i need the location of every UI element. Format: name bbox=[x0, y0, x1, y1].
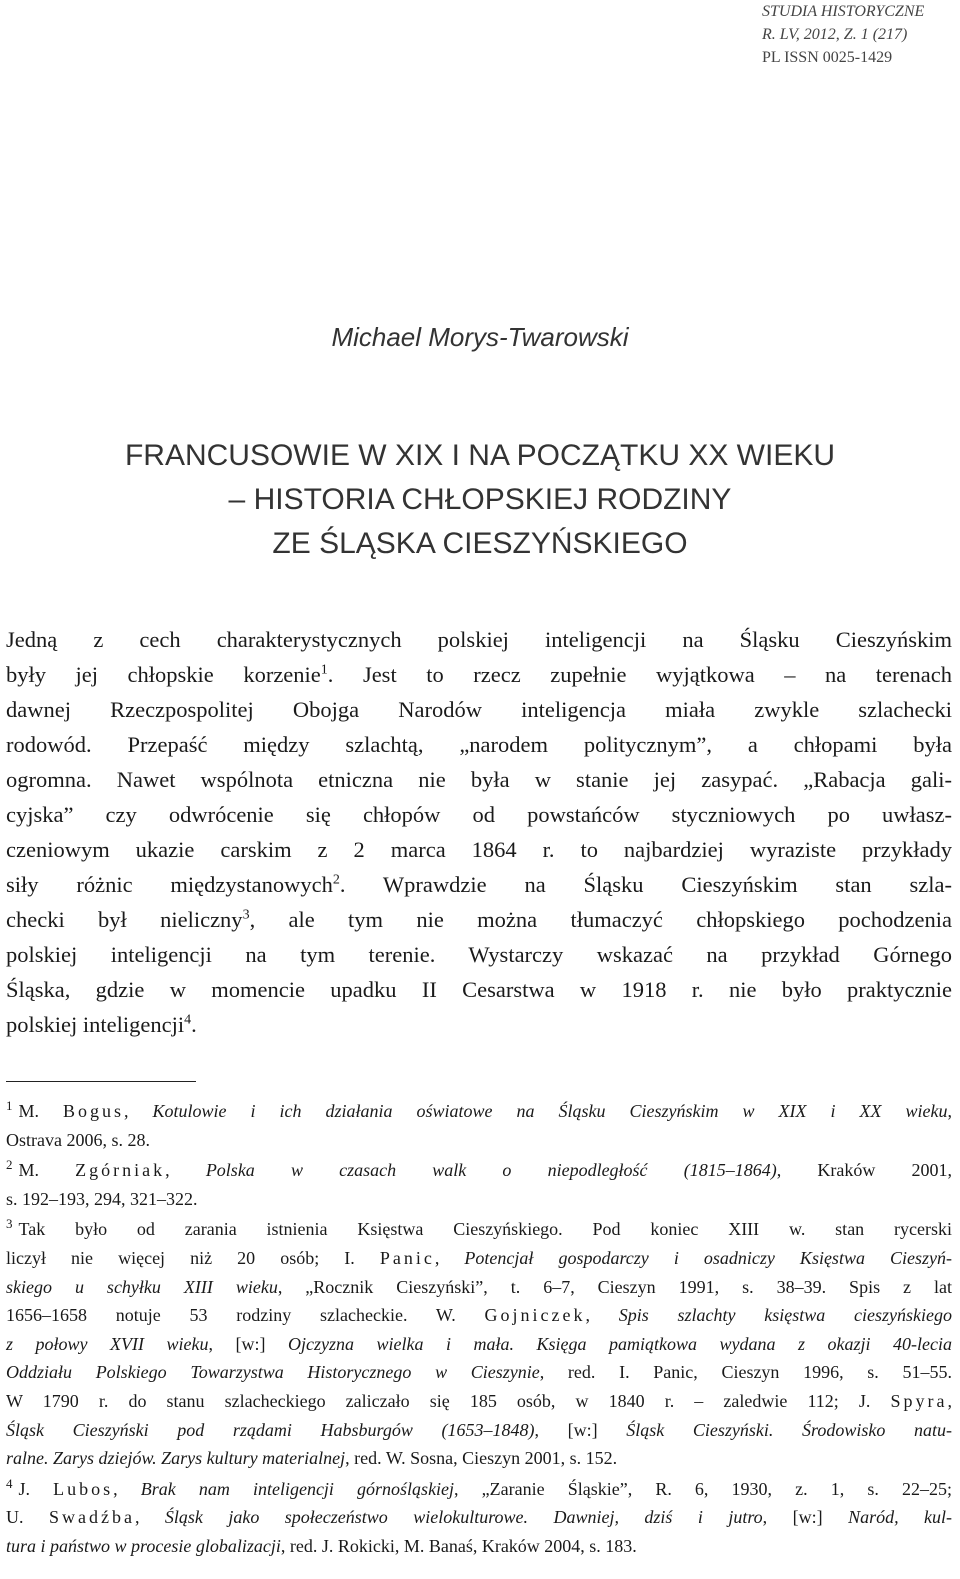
text-run: M. bbox=[18, 1160, 76, 1181]
body-line: rodowód. Przepaść między szlachtą, „narodem politycznym”, a chłopami była bbox=[6, 732, 952, 757]
work-title: Polska w czasach walk o niepodległość (1815–1864) bbox=[205, 1160, 777, 1181]
footnote-number: 3 bbox=[6, 1216, 13, 1232]
footnote-2-cont: s. 192–193, 294, 321–322. bbox=[6, 1188, 198, 1209]
body-line bbox=[6, 867, 952, 902]
title-line-2: – HISTORIA CHŁOPSKIEJ RODZINY bbox=[228, 483, 732, 516]
author-surname: Swadźba bbox=[48, 1507, 135, 1528]
text-run: , red. J. Rokicki, M. Banaś, Kraków 2004, s. 183. bbox=[280, 1535, 637, 1556]
footnote-2 bbox=[6, 1156, 952, 1185]
body-line bbox=[6, 1007, 952, 1042]
journal-volume: R. LV, 2012, Z. 1 (217) bbox=[762, 26, 908, 43]
footnote-1 bbox=[6, 1097, 952, 1126]
text-run: , ale tym nie można tłumaczyć chłopskiego pochodzenia bbox=[249, 907, 952, 932]
footnote-3-cont bbox=[6, 1387, 952, 1416]
body-line: cyjska” czy odwrócenie się chłopów od powstańców styczniowych po uwłasz- bbox=[6, 802, 952, 827]
footnote-ref[interactable]: 2 bbox=[332, 872, 340, 888]
work-title: ralne. Zarys dziejów. Zarys kultury materialnej bbox=[6, 1448, 346, 1469]
footnote-divider bbox=[6, 1081, 196, 1082]
work-title: skiego u schyłku XIII wieku bbox=[6, 1276, 278, 1297]
work-title: Brak nam inteligencji górnośląskiej bbox=[140, 1478, 455, 1499]
work-title: Ojczyzna wielka i mała. Księga pamiątkowa wydana z okazji 40-lecia bbox=[287, 1333, 952, 1354]
body-line bbox=[6, 902, 952, 937]
text-run: J. bbox=[18, 1478, 54, 1499]
body-line: polskiej inteligencji na tym terenie. Wystarczy wskazać na przykład Górnego bbox=[6, 942, 952, 967]
footnote-number: 1 bbox=[6, 1098, 13, 1113]
work-title: Spis szlachty księstwa cieszyńskiego bbox=[618, 1305, 952, 1326]
text-run: , Kraków 2001, bbox=[776, 1160, 952, 1181]
work-title: z połowy XVII wieku bbox=[6, 1333, 209, 1354]
footnote-3-cont bbox=[6, 1273, 952, 1302]
work-title: Potencjał gospodarczy i osadniczy Księstwa Cieszyń- bbox=[464, 1247, 952, 1268]
footnote-ref[interactable]: 4 bbox=[184, 1012, 192, 1028]
text-run: U. bbox=[6, 1507, 49, 1528]
text-run: były jej chłopskie korzenie bbox=[6, 662, 321, 687]
text-run: Tak było od zarania istnienia Księstwa Cieszyńskiego. Pod koniec XIII w. stan rycerski bbox=[18, 1219, 952, 1240]
author-name: Michael Morys-Twarowski bbox=[331, 322, 629, 352]
work-title: Naród, kul- bbox=[848, 1507, 953, 1528]
text-run: W 1790 r. do stanu szlacheckiego zaliczało się 185 osób, w 1840 r. – zaledwie 112; J. bbox=[6, 1390, 891, 1411]
text-run: , bbox=[124, 1101, 153, 1121]
text-run: . Jest to rzecz zupełnie wyjątkowa – na terenach bbox=[327, 662, 952, 687]
author-surname: Gojniczek bbox=[484, 1305, 586, 1326]
title-line-3: ZE ŚLĄSKA CIESZYŃSKIEGO bbox=[272, 527, 688, 560]
body-line bbox=[6, 657, 952, 692]
text-run: 1656–1658 notuje 53 rodziny szlacheckie. W. bbox=[6, 1305, 485, 1326]
author-surname: Lubos bbox=[53, 1478, 114, 1499]
author-surname: Bogus bbox=[63, 1101, 125, 1121]
body-line: czeniowym ukazie carskim z 2 marca 1864 r. to najbardziej wyraziste przykłady bbox=[6, 837, 952, 862]
text-run: checki był nieliczny bbox=[6, 907, 243, 932]
text-run: M. bbox=[18, 1101, 64, 1121]
text-run: , [w:] bbox=[762, 1507, 849, 1528]
footnote-3-cont bbox=[6, 1244, 952, 1273]
work-title: Oddziału Polskiego Towarzystwa Historycznego w Cieszynie bbox=[6, 1362, 540, 1383]
body-paragraph bbox=[6, 622, 952, 1042]
title-line-1: FRANCUSOWIE W XIX I NA POCZĄTKU XX WIEKU bbox=[124, 439, 836, 472]
work-title: Kotulowie i ich działania oświatowe na Śląsku Cieszyńskim w XIX i XX wieku bbox=[152, 1101, 948, 1121]
text-run: siły różnic międzystanowych bbox=[6, 872, 333, 897]
text-run: , [w:] bbox=[534, 1419, 627, 1440]
article-title bbox=[0, 434, 960, 566]
body-line: Śląska, gdzie w momencie upadku II Cesarstwa w 1918 r. nie było praktycznie bbox=[6, 977, 952, 1002]
text-run: liczył nie więcej niż 20 osób; I. bbox=[6, 1247, 380, 1268]
text-run: , [w:] bbox=[208, 1333, 288, 1354]
footnote-3-cont bbox=[6, 1301, 952, 1330]
footnote-3 bbox=[6, 1215, 952, 1244]
footnote-3-cont bbox=[6, 1444, 952, 1473]
text-run: , „Zaranie Śląskie”, R. 6, 1930, z. 1, s. 22–25; bbox=[454, 1478, 952, 1499]
journal-header bbox=[762, 0, 952, 69]
body-line: ogromna. Nawet wspólnota etniczna nie była w stanie jej zasypać. „Rabacja gali- bbox=[6, 767, 952, 792]
text-run: , bbox=[947, 1101, 952, 1121]
text-run: , bbox=[134, 1507, 165, 1528]
author-surname: Spyra bbox=[890, 1390, 948, 1411]
text-run: , bbox=[165, 1160, 206, 1181]
footnote-4-cont bbox=[6, 1503, 952, 1532]
text-run: , red. I. Panic, Cieszyn 1996, s. 51–55. bbox=[539, 1362, 952, 1383]
footnote-1-cont: Ostrava 2006, s. 28. bbox=[6, 1129, 150, 1150]
body-line: dawnej Rzeczpospolitej Obojga Narodów inteligencja miała zwykle szlachecki bbox=[6, 697, 952, 722]
work-title: tura i państwo w procesie globalizacji bbox=[6, 1535, 281, 1556]
text-run: , bbox=[947, 1390, 952, 1411]
footnote-4 bbox=[6, 1475, 952, 1504]
text-run: polskiej inteligencji bbox=[6, 1012, 185, 1037]
text-run: , red. W. Sosna, Cieszyn 2001, s. 152. bbox=[345, 1448, 618, 1469]
work-title: Śląsk Cieszyński pod rządami Habsburgów (1653–1848) bbox=[6, 1419, 535, 1440]
footnote-3-cont bbox=[6, 1358, 952, 1387]
work-title: Śląsk Cieszyński. Środowisko natu- bbox=[626, 1419, 952, 1440]
footnote-number: 4 bbox=[6, 1475, 13, 1491]
footnote-ref[interactable]: 1 bbox=[320, 662, 328, 678]
footnotes bbox=[6, 1097, 952, 1561]
text-run: , bbox=[585, 1305, 619, 1326]
text-run: , bbox=[113, 1478, 141, 1499]
footnote-3-cont bbox=[6, 1416, 952, 1445]
work-title: Śląsk jako społeczeństwo wielokulturowe. Dawniej, dziś i jutro bbox=[164, 1507, 763, 1528]
text-run: , „Rocznik Cieszyński”, t. 6–7, Cieszyn 1991, s. 38–39. Spis z lat bbox=[277, 1276, 953, 1297]
footnote-4-cont bbox=[6, 1532, 952, 1561]
author-surname: Zgórniak bbox=[75, 1160, 166, 1181]
author-surname: Panic bbox=[379, 1247, 435, 1268]
body-line: Jedną z cech charakterystycznych polskiej inteligencji na Śląsku Cieszyńskim bbox=[6, 627, 952, 652]
footnote-number: 2 bbox=[6, 1157, 13, 1173]
footnote-ref[interactable]: 3 bbox=[242, 907, 250, 923]
journal-name: STUDIA HISTORYCZNE bbox=[762, 3, 925, 20]
footnote-3-cont bbox=[6, 1330, 952, 1359]
journal-issn: PL ISSN 0025-1429 bbox=[762, 49, 893, 66]
text-run: , bbox=[434, 1247, 465, 1268]
text-run: . Wprawdzie na Śląsku Cieszyńskim stan szla- bbox=[339, 872, 952, 897]
text-run: . bbox=[191, 1012, 197, 1037]
